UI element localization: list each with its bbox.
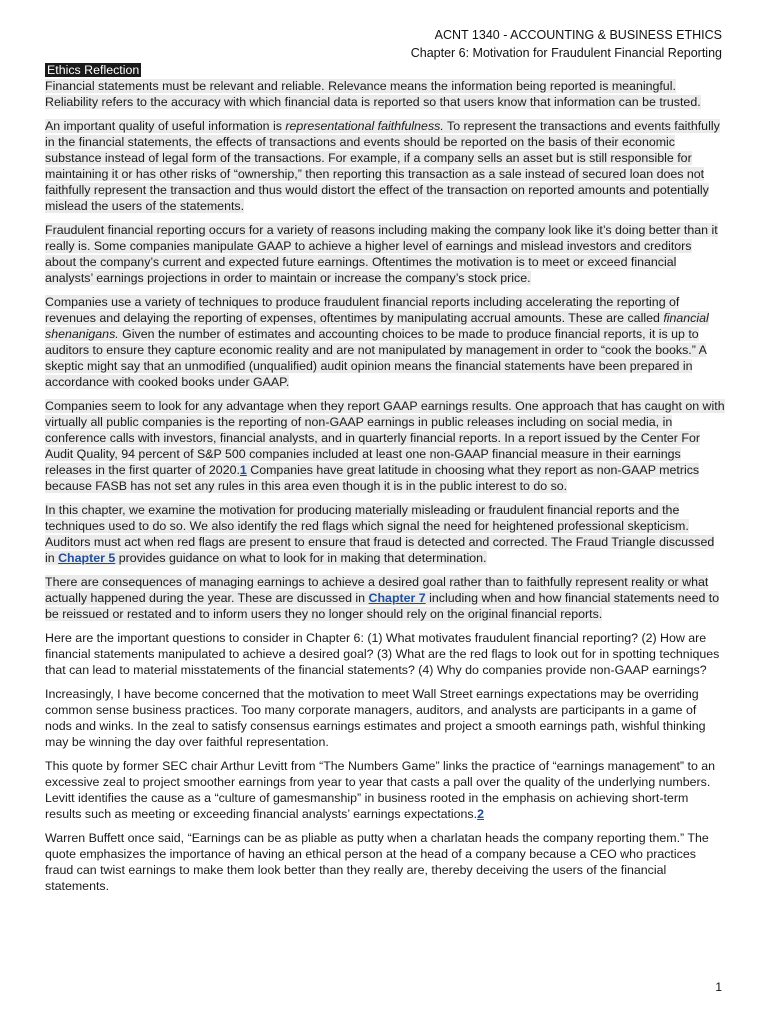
footnote-link-1[interactable]: 1 (239, 463, 247, 477)
page-number: 1 (715, 980, 722, 994)
paragraph-consequences: There are consequences of managing earnings to achieve a desired goal rather than to faithfully represent reality or what actually happened during the year. These are discussed in Chapter 7 including when and how financial statements need to be reissued or restated and to inform users they no longer should rely on the original financial reports. (45, 575, 720, 621)
paragraph-techniques: Companies use a variety of techniques to produce fraudulent financial reports including accelerating the reporting of revenues and delaying the reporting of expenses, oftentimes by manipulating accrual amounts. These are called financial shenanigans. Given the number of estimates and accounting choices to be made to produce financial reports, it is up to auditors to ensure they capture economic reality and are not manipulated by management in order to “cook the books.” A skeptic might say that an unmodified (unqualified) audit opinion means the financial statements have been prepared in accordance with cooked books under GAAP. (45, 295, 709, 389)
paragraph-faithfulness: An important quality of useful information is representational faithfulness. To represent the transactions and events faithfully in the financial statements, the effects of transactions and events should be reported on the basis of their economic substance instead of legal form of the transactions. For example, if a company sells an asset but is still responsible for maintaining it or has other risks of “ownership,” then reporting this transaction as a sale instead of secured loan does not faithfully represent the transaction and thus would distort the effect of the transaction on reported amounts and potentially mislead the users of the statements. (45, 119, 720, 213)
footnote-link-2[interactable]: 2 (477, 807, 484, 821)
paragraph-buffett: Warren Buffett once said, “Earnings can be as pliable as putty when a charlatan heads the company reporting them.” The quote emphasizes the importance of having an ethical person at the head of a company because a CEO who practices fraud can twist earnings to make them look better than they really are, thereby deceiving the users of the financial statements. (45, 831, 709, 893)
course-title: ACNT 1340 - ACCOUNTING & BUSINESS ETHICS (434, 28, 722, 42)
chapter-5-link[interactable]: Chapter 5 (58, 551, 116, 565)
page-header (411, 26, 722, 62)
paragraph-levitt-commentary: This quote by former SEC chair Arthur Levitt from “The Numbers Game” links the practice of “earnings management” to an excessive zeal to project smoother earnings from year to year that casts a pall over the quality of the underlying numbers. Levitt identifies the cause as a “culture of gamesmanship” in business rooted in the emphasis on achieving short-term results such as meeting or exceeding financial analysts’ earnings expectations.2 (45, 759, 716, 821)
document-body (45, 62, 725, 902)
chapter-title: Chapter 6: Motivation for Fraudulent Financial Reporting (410, 46, 722, 60)
paragraph-relevance: Financial statements must be relevant and reliable. Relevance means the information being reported is meaningful. Reliability refers to the accuracy with which financial data is reported so that users know that information can be trusted. (45, 79, 701, 109)
paragraph-questions: Here are the important questions to consider in Chapter 6: (1) What motivates fraudulent financial reporting? (2) How are financial statements manipulated to achieve a desired goal? (3) What are the red flags to look out for in spotting techniques that can lead to material misstatements of the financial statements? (4) Why do companies provide non-GAAP earnings? (45, 631, 720, 677)
chapter-7-link[interactable]: Chapter 7 (368, 591, 426, 605)
paragraph-non-gaap: Companies seem to look for any advantage when they report GAAP earnings results. One approach that has caught on with virtually all public companies is the reporting of non-GAAP earnings in public releases including on social media, in conference calls with investors, financial analysts, and in quarterly financial reports. In a report issued by the Center For Audit Quality, 94 percent of S&P 500 companies included at least one non-GAAP financial measure in their earnings releases in the first quarter of 2020.1 Companies have great latitude in choosing what they report as non-GAAP metrics because FASB has not set any rules in this area even though it is in the public interest to do so. (45, 399, 725, 493)
section-label: Ethics Reflection (47, 63, 140, 77)
paragraph-chapter-overview: In this chapter, we examine the motivation for producing materially misleading or fraudulent financial reports and the techniques used to do so. We also identify the red flags which signal the need for heightened professional skepticism. Auditors must act when red flags are present to ensure that fraud is detected and corrected. The Fraud Triangle discussed in Chapter 5 provides guidance on what to look for in making that determination. (45, 503, 715, 565)
paragraph-fraudulent-reporting: Fraudulent financial reporting occurs for a variety of reasons including making the company look like it’s doing better than it really is. Some companies manipulate GAAP to achieve a higher level of earnings and mislead investors and creditors about the company’s current and expected future earnings. Oftentimes the motivation is to meet or exceed financial analysts’ earnings projections in order to maintain or increase the company’s stock price. (45, 223, 718, 285)
paragraph-levitt-quote: Increasingly, I have become concerned that the motivation to meet Wall Street earnings expectations may be overriding common sense business practices. Too many corporate managers, auditors, and analysts are participants in a game of nods and winks. In the zeal to satisfy consensus earnings estimates and project a smooth earnings path, wishful thinking may be winning the day over faithful representation. (45, 687, 706, 749)
